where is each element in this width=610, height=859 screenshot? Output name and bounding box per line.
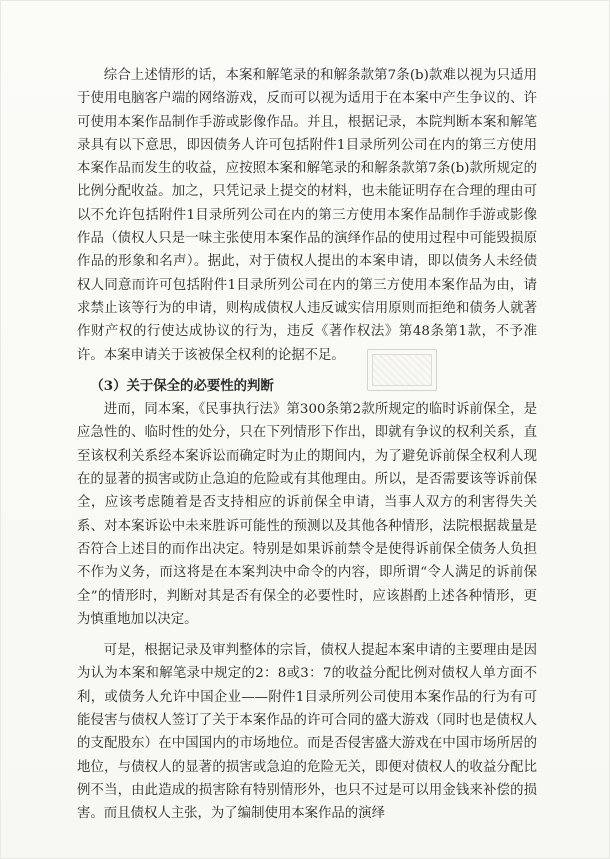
section-heading-necessity: （3）关于保全的必要性的判断 [90, 377, 274, 394]
paragraph-conclusion: 综合上述情形的话，本案和解笔录的和解条款第7条(b)款难以视为只适用于使用电脑客户端的网络游戏，反而可以视为适用于在本案中产生争议的、许可使用本案作品制作手游或影像作品。并且，根据记录，本院判断本案和解笔录具有以下意思，即因债务人许可包括附件1目录所列公司在内的第三方使用本案作品而发生的收益，应按照本案和解笔录的和解条款第7条(b)款所规定的比例分配收益。加之，只凭记录上提交的材料，也未能证明存在合理的理由可以不允许包括附件1目录所列公司在内的第三方使用本案作品制作手游或影像作品（债权人只是一味主张使用本案作品的演绎作品的使用过程中可能毁损原作品的形象和名声）。据此，对于债权人提出的本案申请，即以债务人未经债权人同意而许可包括附件1目录所列公司在内的第三方使用本案作品为由，请求禁止该等行为的申请，则构成债权人违反诚实信用原则而拒绝和债务人就著作财产权的行使达成协议的行为，违反《著作权法》第48条第1款，不予准许。本案申请关于该被保全权利的论据不足。 [77, 68, 537, 363]
paragraph-necessity: 进而，同本案，《民事执行法》第300条第2款所规定的临时诉前保全，是应急性的、临时性的处分，只在下列情形下作出，即就有争议的权利关系，直至该权利关系经本案诉讼而确定时为止的期间内，为了避免诉前保全权利人现在的显著的损害或防止急迫的危险或有其他理由。所以，是否需要该等诉前保全，应该考虑随着是否支持相应的诉前保全申请，当事人双方的利害得失关系、对本案诉讼中未来胜诉可能性的预测以及其他各种情形，法院根据裁量是否符合上述目的而作出决定。特别是如果诉前禁令是使得诉前保全债务人负担不作为义务，而这将是在本案判决中命令的内容，即所谓“令人满足的诉前保全”的情形时，判断对其是否有保全的必要性时，应该斟酌上述各种情形，更为慎重地加以决定。 [77, 402, 537, 627]
document-body [77, 64, 537, 826]
paragraph-gap [77, 367, 537, 375]
paragraph-gap [77, 631, 537, 639]
paragraph-reasons: 可是，根据记录及审判整体的宗旨，债权人提起本案申请的主要理由是因为认为本案和解笔录中规定的2：8或3：7的收益分配比例对债权人单方面不利，或债务人允许中国企业——附件1目录所列公司使用本案作品的行为有可能侵害与债权人签订了关于本案作品的许可合同的盛大游戏（同时也是债权人的支配股东）在中国国内的市场地位。而是否侵害盛大游戏在中国市场所居的地位，与债权人的显著的损害或急迫的危险无关，即便对债权人的收益分配比例不当，由此造成的损害除有特别情形外，也只不过是可以用金钱来补偿的损害。而且债权人主张，为了编制使用本案作品的演绎 [77, 643, 537, 822]
